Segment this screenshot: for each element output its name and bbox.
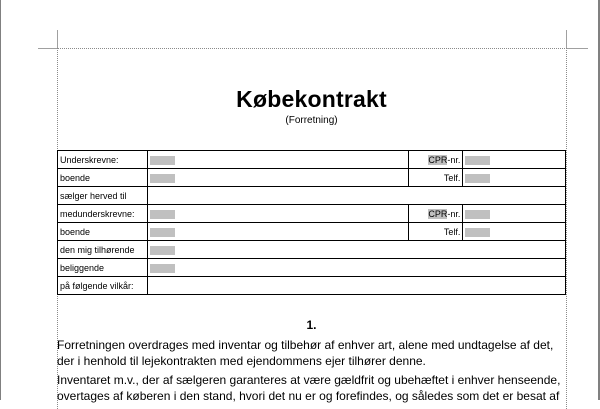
form-label: beliggende <box>58 259 148 277</box>
form-label: den mig tilhørende <box>58 241 148 259</box>
form-label: medunderskrevne: <box>58 205 148 223</box>
form-cell <box>463 205 566 223</box>
document-subtitle: (Forretning) <box>285 115 338 126</box>
table-row <box>58 151 566 169</box>
form-cell <box>147 241 565 259</box>
window-edge-left <box>0 0 1 400</box>
table-row <box>58 259 566 277</box>
form-cell <box>147 223 408 241</box>
contract-form-table <box>57 150 566 295</box>
table-row <box>58 169 566 187</box>
form-cell <box>147 187 565 205</box>
buyer-phone-field[interactable] <box>465 228 490 237</box>
paragraph-line: Forretningen overdrages med inventar og tilbehør af enhver art, alene med undtagelse af det, <box>57 338 554 352</box>
cpr-highlight: CPR <box>428 208 448 219</box>
form-cell <box>463 223 566 241</box>
table-row <box>58 187 566 205</box>
crop-mark <box>38 48 57 49</box>
business-field[interactable] <box>150 246 175 255</box>
form-label <box>408 151 463 169</box>
cpr-highlight: CPR <box>428 154 448 165</box>
paragraph-1 <box>57 337 572 369</box>
form-label <box>408 205 463 223</box>
table-row <box>58 277 566 295</box>
form-cell <box>147 277 565 295</box>
buyer-address-field[interactable] <box>150 228 175 237</box>
paragraph-line: der i henhold til lejekontrakten med ejendommens ejer tilhører denne. <box>57 354 426 368</box>
crop-mark <box>566 30 567 48</box>
document-title: Købekontrakt <box>236 86 387 112</box>
buyer-cpr-field[interactable] <box>465 210 490 219</box>
paragraph-line: Inventaret m.v., der af sælgeren garanteres at være gældfrit og ubehæftet i enhver henseende, <box>57 373 561 387</box>
paragraph-line: overtages af køberen i den stand, hvori det nu er og forefindes, og således som det er besat af <box>57 389 560 403</box>
form-cell <box>463 169 566 187</box>
form-cell <box>147 205 408 223</box>
form-cell <box>147 259 565 277</box>
paragraph-2 <box>57 372 572 404</box>
cpr-suffix: -nr. <box>447 208 461 219</box>
form-label: sælger herved til <box>58 187 148 205</box>
buyer-name-field[interactable] <box>150 210 175 219</box>
seller-cpr-field[interactable] <box>465 156 490 165</box>
form-label: Underskrevne: <box>58 151 148 169</box>
form-label: på følgende vilkår: <box>58 277 148 295</box>
form-label: boende <box>58 223 148 241</box>
table-row <box>58 223 566 241</box>
form-label: boende <box>58 169 148 187</box>
form-cell <box>147 169 408 187</box>
cpr-suffix: -nr. <box>447 154 461 165</box>
form-cell <box>463 151 566 169</box>
form-cell <box>147 151 408 169</box>
seller-name-field[interactable] <box>150 156 175 165</box>
section-number: 1. <box>306 318 317 332</box>
location-field[interactable] <box>150 264 175 273</box>
table-row <box>58 241 566 259</box>
form-label: Telf. <box>408 223 463 241</box>
seller-address-field[interactable] <box>150 174 175 183</box>
crop-mark <box>57 30 58 48</box>
crop-mark <box>566 48 588 49</box>
table-row <box>58 205 566 223</box>
seller-phone-field[interactable] <box>465 174 490 183</box>
form-label: Telf. <box>408 169 463 187</box>
